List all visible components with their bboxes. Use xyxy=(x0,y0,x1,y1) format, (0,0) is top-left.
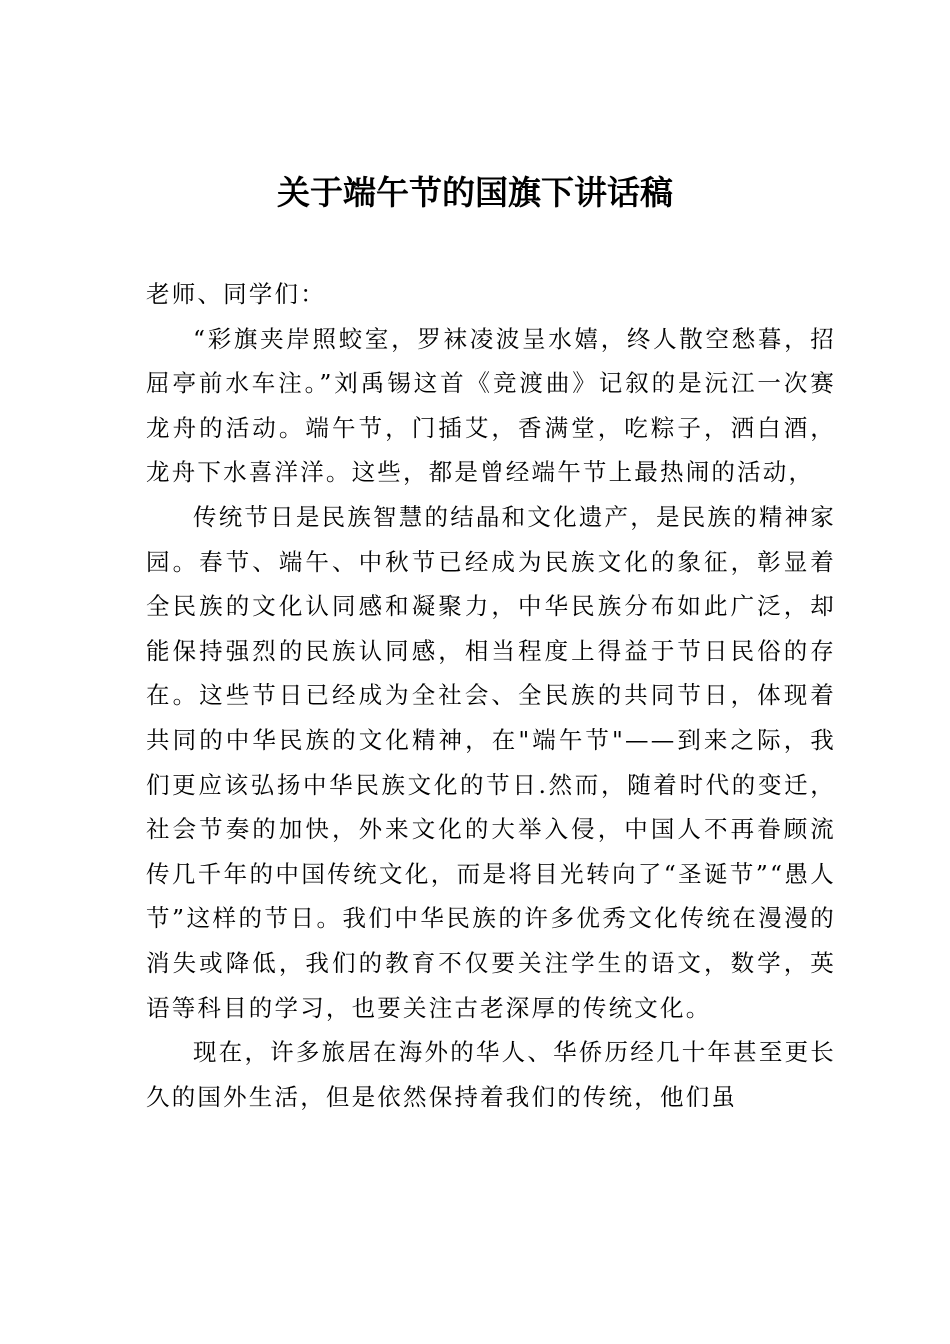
salutation: 老师、同学们： xyxy=(146,280,326,308)
document-title: 关于端午节的国旗下讲话稿 xyxy=(277,173,673,212)
document-body xyxy=(146,272,836,1119)
paragraph: “彩旗夹岸照蛟室，罗袜凌波呈水嬉，终人散空愁暮，招屈亭前水车注。”刘禹锡这首《竞渡曲》记叙的是沅江一次赛龙舟的活动。端午节，门插艾，香满堂，吃粽子，洒白酒，龙舟下水喜洋洋。这些，都是曾经端午节上最热闹的活动， xyxy=(146,324,836,487)
paragraph: 传统节日是民族智慧的结晶和文化遗产，是民族的精神家园。春节、端午、中秋节已经成为民族文化的象征，彰显着全民族的文化认同感和凝聚力，中华民族分布如此广泛，却能保持强烈的民族认同感，相当程度上得益于节日民俗的存在。这些节日已经成为全社会、全民族的共同节日，体现着共同的中华民族的文化精神，在"端午节"——到来之际，我们更应该弘扬中华民族文化的节日.然而，随着时代的变迁，社会节奏的加快，外来文化的大举入侵，中国人不再眷顾流传几千年的中国传统文化，而是将目光转向了“圣诞节”“愚人节”这样的节日。我们中华民族的许多优秀文化传统在漫漫的消失或降低，我们的教育不仅要关注学生的语文，数学，英语等科目的学习，也要关注古老深厚的传统文化。 xyxy=(146,502,836,1022)
paragraph: 现在，许多旅居在海外的华人、华侨历经几十年甚至更长久的国外生活，但是依然保持着我们的传统，他们虽 xyxy=(146,1038,836,1111)
